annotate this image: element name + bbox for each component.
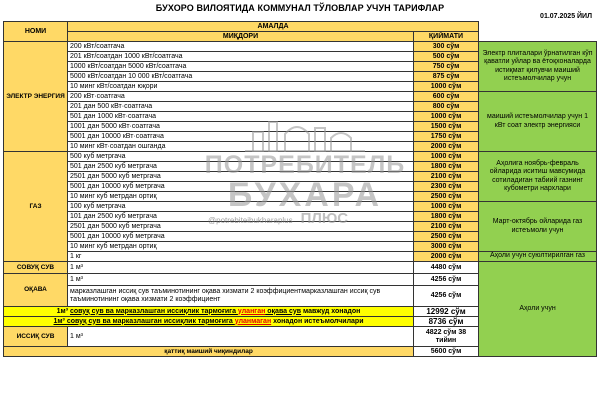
electricity-quantity: 1001 дан 5000 кВт·соатгача <box>68 122 414 132</box>
header-name: НОМИ <box>4 22 68 42</box>
liquid-gas-note: Аҳоли учун суюлтирилган газ <box>479 252 597 262</box>
gas-quantity: 2501 дан 5000 куб метргача <box>68 222 414 232</box>
gas-price: 2300 сўм <box>414 182 479 192</box>
gas-quantity: 10 минг куб метрдан ортиқ <box>68 192 414 202</box>
gas-quantity: 500 куб метргача <box>68 152 414 162</box>
electricity-price: 1000 сўм <box>414 112 479 122</box>
combo-disconnected-price: 8736 сўм <box>414 317 479 327</box>
electricity-price: 750 сўм <box>414 62 479 72</box>
category-cold-water: СОВУҚ СУВ <box>4 262 68 274</box>
population-note: Аҳоли учун <box>479 262 597 357</box>
gas-note-2: Март-октябрь ойларида газ истеъмоли учун <box>479 202 597 252</box>
gas-quantity: 501 дан 2500 куб метргача <box>68 162 414 172</box>
gas-quantity: 5001 дан 10000 куб метргача <box>68 232 414 242</box>
electricity-quantity: 5001 дан 10000 кВт·соатгача <box>68 132 414 142</box>
electricity-quantity: 5000 кВт/соатдан 10 000 кВт/соатгача <box>68 72 414 82</box>
gas-price: 3000 сўм <box>414 242 479 252</box>
electricity-note-2: маиший истеъмолчилар учун 1 кВт соат электр энергияси <box>479 92 597 152</box>
electricity-price: 800 сўм <box>414 102 479 112</box>
page-title: БУХОРО ВИЛОЯТИДА КОММУНАЛ ТЎЛОВЛАР УЧУН ТАРИФЛАР <box>155 3 445 13</box>
electricity-price: 875 сўм <box>414 72 479 82</box>
electricity-quantity: 10 минг кВт·соатдан ошганда <box>68 142 414 152</box>
gas-quantity: 10 минг куб метрдан ортиқ <box>68 242 414 252</box>
hot-water-price: 4822 сўм 38 тийин <box>414 327 479 347</box>
electricity-quantity: 10 минг кВт/соатдан юқори <box>68 82 414 92</box>
gas-price: 2500 сўм <box>414 192 479 202</box>
electricity-price: 1500 сўм <box>414 122 479 132</box>
category-sewage: ОҚАВА <box>4 274 68 307</box>
gas-price: 1800 сўм <box>414 212 479 222</box>
gas-price: 2100 сўм <box>414 222 479 232</box>
watermark-handle: @potrebiteibukharaplus <box>208 216 293 225</box>
category-solid-waste: қаттиқ маиший чиқиндилар <box>4 347 414 357</box>
gas-note-1: Аҳолига ноябрь-февраль ойларида иситиш мавсумида сотиладиган табиий газнинг кубометри нархлари <box>479 152 597 202</box>
header-amount: АМАЛДА <box>68 22 479 32</box>
category-electricity: ЭЛЕКТР ЭНЕРГИЯ <box>4 42 68 152</box>
category-hot-water: ИССИҚ СУВ <box>4 327 68 347</box>
gas-price: 1800 сўм <box>414 162 479 172</box>
sewage-hot-price: 4256 сўм <box>414 286 479 307</box>
gas-price: 2100 сўм <box>414 172 479 182</box>
electricity-price: 500 сўм <box>414 52 479 62</box>
header-value: ҚИЙМАТИ <box>414 32 479 42</box>
watermark-suffix: ПЛЮС <box>300 210 349 227</box>
gas-quantity: 100 куб метргача <box>68 202 414 212</box>
electricity-price: 300 сўм <box>414 42 479 52</box>
electricity-note-1: Электр плиталари ўрнатилган кўп қаватли уйлар ва ётоқхоналарда истиқмат қилувчи маиший истеъмолчилар учун <box>479 42 597 92</box>
electricity-quantity: 1000 кВт/соатдан 5000 кВт/соатгача <box>68 62 414 72</box>
electricity-price: 1000 сўм <box>414 82 479 92</box>
watermark-line2: БУХАРА <box>227 176 383 214</box>
gas-price: 1000 сўм <box>414 202 479 212</box>
tariff-date: 01.07.2025 ЙИЛ <box>540 13 592 20</box>
gas-quantity: 2501 дан 5000 куб метргача <box>68 172 414 182</box>
sewage-hot-description: марказлашган иссиқ сув таъминотининг оқава хизмати 2 коэффициентмарказлашган иссиқ сув таъминотининг оқава хизмати 2 коэффициент <box>68 286 414 307</box>
electricity-price: 2000 сўм <box>414 142 479 152</box>
header-quantity: МИҚДОРИ <box>68 32 414 42</box>
electricity-quantity: 201 дан 500 кВт·соатгача <box>68 102 414 112</box>
combo-connected-price: 12992 сўм <box>414 307 479 317</box>
electricity-quantity: 200 кВт/соатгача <box>68 42 414 52</box>
gas-quantity: 101 дан 2500 куб метргача <box>68 212 414 222</box>
sewage-price: 4256 сўм <box>414 274 479 286</box>
electricity-quantity: 501 дан 1000 кВт·соатгача <box>68 112 414 122</box>
electricity-price: 1750 сўм <box>414 132 479 142</box>
combo-disconnected-description: 1м³ совуқ сув ва марказлашган иссиқлик тармоғига уланмаган хонадон истеъмолчилари <box>4 317 414 327</box>
gas-price: 2500 сўм <box>414 232 479 242</box>
sewage-quantity: 1 м³ <box>68 274 414 286</box>
category-gas: ГАЗ <box>4 152 68 262</box>
combo-connected-description: 1м³ совуқ сув ва марказлашган иссиқлик тармоғига уланган оқава сув мавжуд хонадон <box>4 307 414 317</box>
tariff-table <box>3 21 597 357</box>
gas-price: 1000 сўм <box>414 152 479 162</box>
electricity-quantity: 200 кВт·соатгача <box>68 92 414 102</box>
cold-water-price: 4480 сўм <box>414 262 479 274</box>
electricity-price: 600 сўм <box>414 92 479 102</box>
liquid-gas-price: 2000 сўм <box>414 252 479 262</box>
gas-quantity: 5001 дан 10000 куб метргача <box>68 182 414 192</box>
watermark-line1: ПОТРЕБИТЕЛЬ <box>204 151 406 179</box>
hot-water-quantity: 1 м³ <box>68 327 414 347</box>
electricity-quantity: 201 кВт/соатдан 1000 кВт/соатгача <box>68 52 414 62</box>
cold-water-quantity: 1 м³ <box>68 262 414 274</box>
solid-waste-price: 5600 сўм <box>414 347 479 357</box>
liquid-gas-quantity: 1 кг <box>68 252 414 262</box>
